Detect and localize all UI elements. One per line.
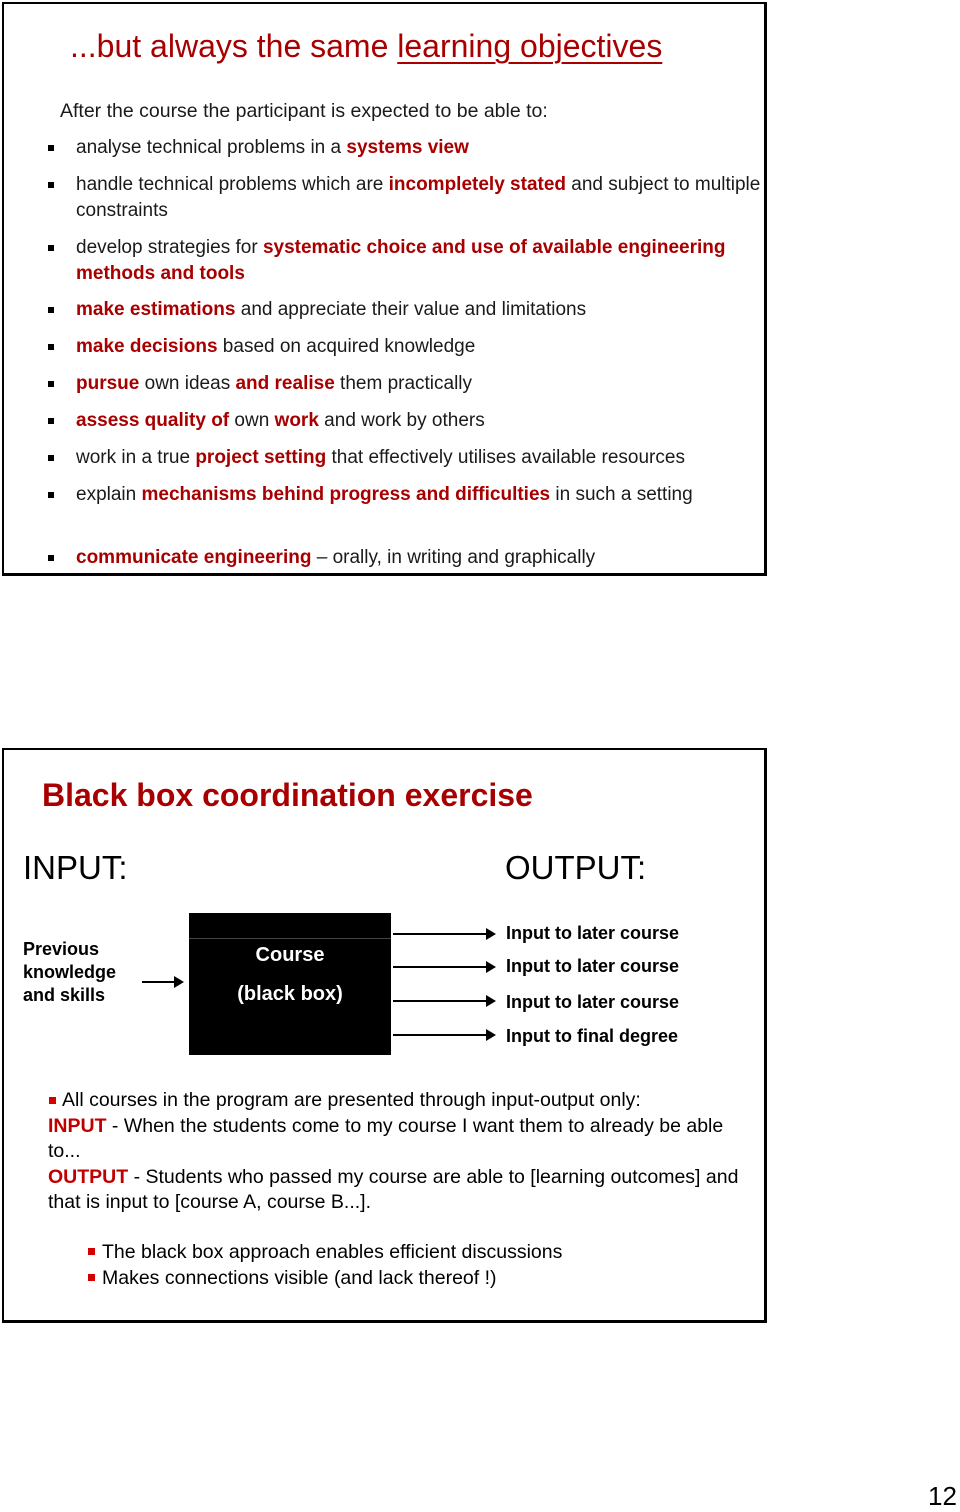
input-output-paragraph: All courses in the program are presented through input-output only: INPUT - When the students come to my course I want them to already be able to... OUTPUT - Students who passed my course are able to [learning outcomes] and that is input to [course A, course B...].: [48, 1089, 739, 1213]
objective-bullet: [48, 245, 54, 251]
page-number: 12: [928, 1481, 957, 1511]
objective-item: develop strategies for systematic choice and use of available engineering methods and tools: [76, 237, 726, 284]
objective-item: make decisions based on acquired knowledge: [76, 336, 476, 357]
objective-item: communicate engineering – orally, in writing and graphically: [76, 547, 596, 568]
objective-item: handle technical problems which are incompletely stated and subject to multiple constraints: [76, 174, 761, 221]
objective-bullet: [48, 182, 54, 188]
output-label-4: Input to final degree: [506, 1026, 679, 1046]
objective-bullet: [48, 455, 54, 461]
objective-bullet: [48, 145, 54, 151]
bullet-efficient-discussions: The black box approach enables efficient discussions: [102, 1241, 563, 1263]
previous-knowledge-label: Previous knowledge and skills: [23, 939, 117, 1005]
output-arrow-1: [393, 933, 494, 935]
objective-bullet: [48, 381, 54, 387]
red-bullet: [88, 1274, 95, 1281]
objective-bullet: [48, 492, 54, 498]
slide1-intro: After the course the participant is expected to be able to:: [60, 100, 548, 122]
output-key: OUTPUT: [48, 1165, 129, 1188]
input-arrow: [142, 981, 182, 983]
slide2-title: Black box coordination exercise: [42, 777, 533, 813]
output-arrow-3: [393, 1000, 494, 1002]
bullet-connections-visible: Makes connections visible (and lack thereof !): [102, 1267, 497, 1289]
objective-item: assess quality of own work and work by others: [76, 410, 485, 431]
box-line2: (black box): [237, 983, 343, 1005]
input-key: INPUT: [48, 1114, 107, 1137]
output-arrow-2: [393, 966, 494, 968]
output-label-2: Input to later course: [506, 956, 680, 976]
objective-bullet: [48, 307, 54, 313]
objective-bullet: [48, 344, 54, 350]
slide1-title-underlined: learning objectives: [397, 28, 663, 64]
output-label-1: Input to later course: [506, 923, 680, 943]
objective-bullet: [48, 418, 54, 424]
objective-item: pursue own ideas and realise them practically: [76, 373, 473, 394]
input-label: INPUT:: [23, 849, 128, 886]
objective-item: make estimations and appreciate their value and limitations: [76, 299, 587, 320]
slide1-title: ...but always the same learning objectives: [70, 28, 663, 64]
objective-item: analyse technical problems in a systems view: [76, 137, 469, 158]
objective-item: work in a true project setting that effectively utilises available resources: [76, 447, 685, 468]
output-arrow-4: [393, 1034, 494, 1036]
red-bullet: [88, 1248, 95, 1255]
objective-item: explain mechanisms behind progress and difficulties in such a setting: [76, 484, 693, 505]
box-line1: Course: [255, 944, 325, 966]
output-label-3: Input to later course: [506, 992, 680, 1012]
objective-bullet: [48, 555, 54, 561]
course-black-box: [189, 913, 391, 1055]
output-label: OUTPUT:: [505, 849, 647, 886]
